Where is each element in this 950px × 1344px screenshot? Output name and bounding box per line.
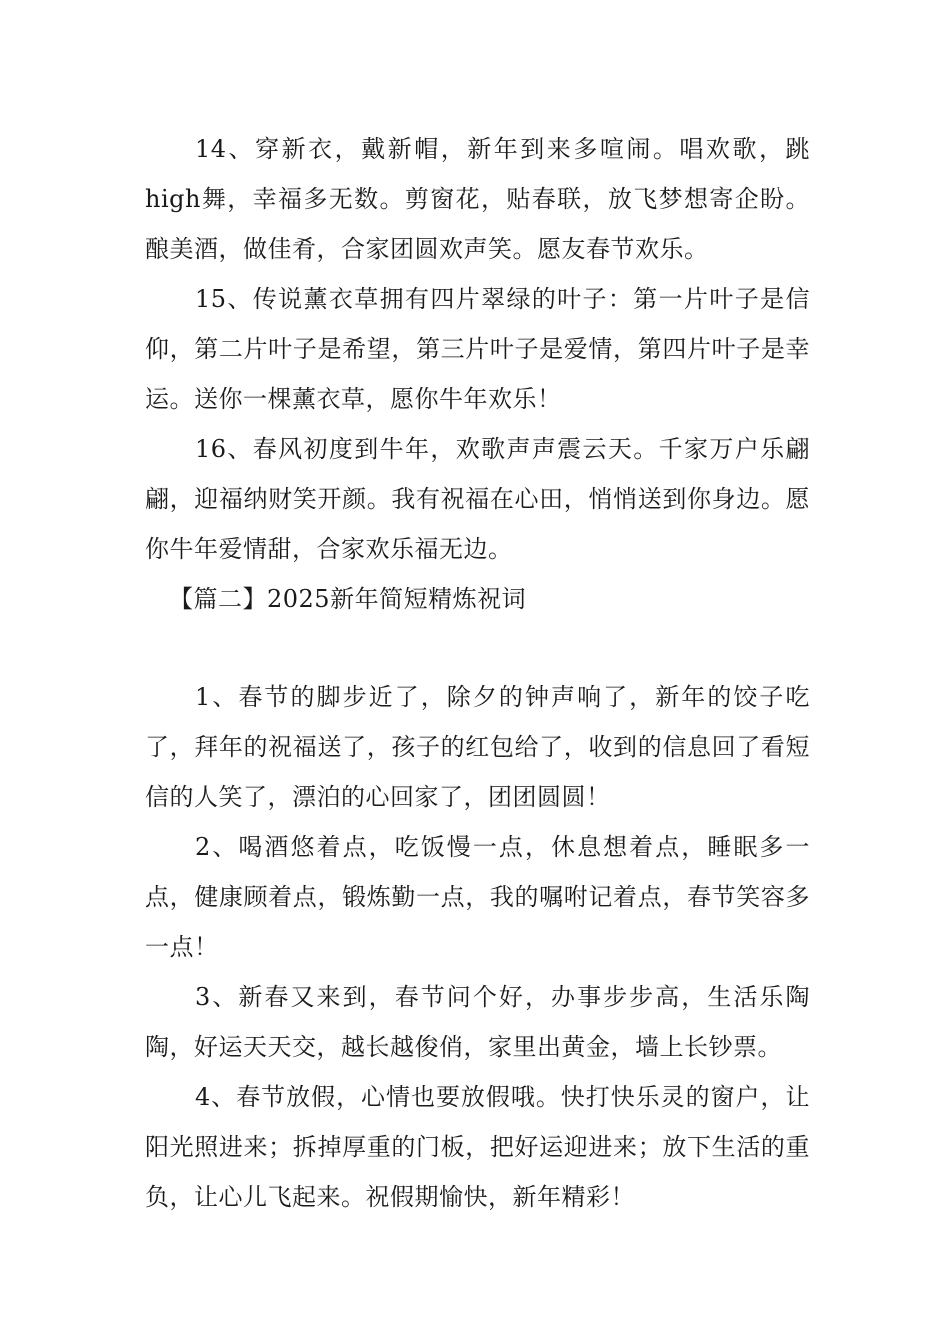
- paragraph-14: 14、穿新衣，戴新帽，新年到来多喧闹。唱欢歌，跳high舞，幸福多无数。剪窗花，贴春联，放飞梦想寄企盼。酿美酒，做佳肴，合家团圆欢声笑。愿友春节欢乐。: [145, 135, 810, 263]
- paragraph-3: 3、新春又来到，春节问个好，办事步步高，生活乐陶陶，好运天天交，越长越俊俏，家里出黄金，墙上长钞票。: [145, 983, 810, 1061]
- section-heading: 【篇二】2025新年简短精炼祝词: [169, 585, 527, 613]
- paragraph-16: 16、春风初度到牛年，欢歌声声震云天。千家万户乐翩翩，迎福纳财笑开颜。我有祝福在心田，悄悄送到你身边。愿你牛年爱情甜，合家欢乐福无边。: [145, 435, 810, 563]
- paragraph-15: 15、传说薰衣草拥有四片翠绿的叶子：第一片叶子是信仰，第二片叶子是希望，第三片叶子是爱情，第四片叶子是幸运。送你一棵薰衣草，愿你牛年欢乐！: [145, 285, 810, 413]
- paragraph-2: 2、喝酒悠着点，吃饭慢一点，休息想着点，睡眠多一点，健康顾着点，锻炼勤一点，我的嘱咐记着点，春节笑容多一点！: [145, 833, 810, 961]
- document-page: [145, 124, 810, 1222]
- paragraph-4: 4、春节放假，心情也要放假哦。快打快乐灵的窗户，让阳光照进来；拆掉厚重的门板，把好运迎进来；放下生活的重负，让心儿飞起来。祝假期愉快，新年精彩！: [145, 1083, 810, 1211]
- paragraph-1: 1、春节的脚步近了，除夕的钟声响了，新年的饺子吃了，拜年的祝福送了，孩子的红包给了，收到的信息回了看短信的人笑了，漂泊的心回家了，团团圆圆！: [145, 683, 810, 811]
